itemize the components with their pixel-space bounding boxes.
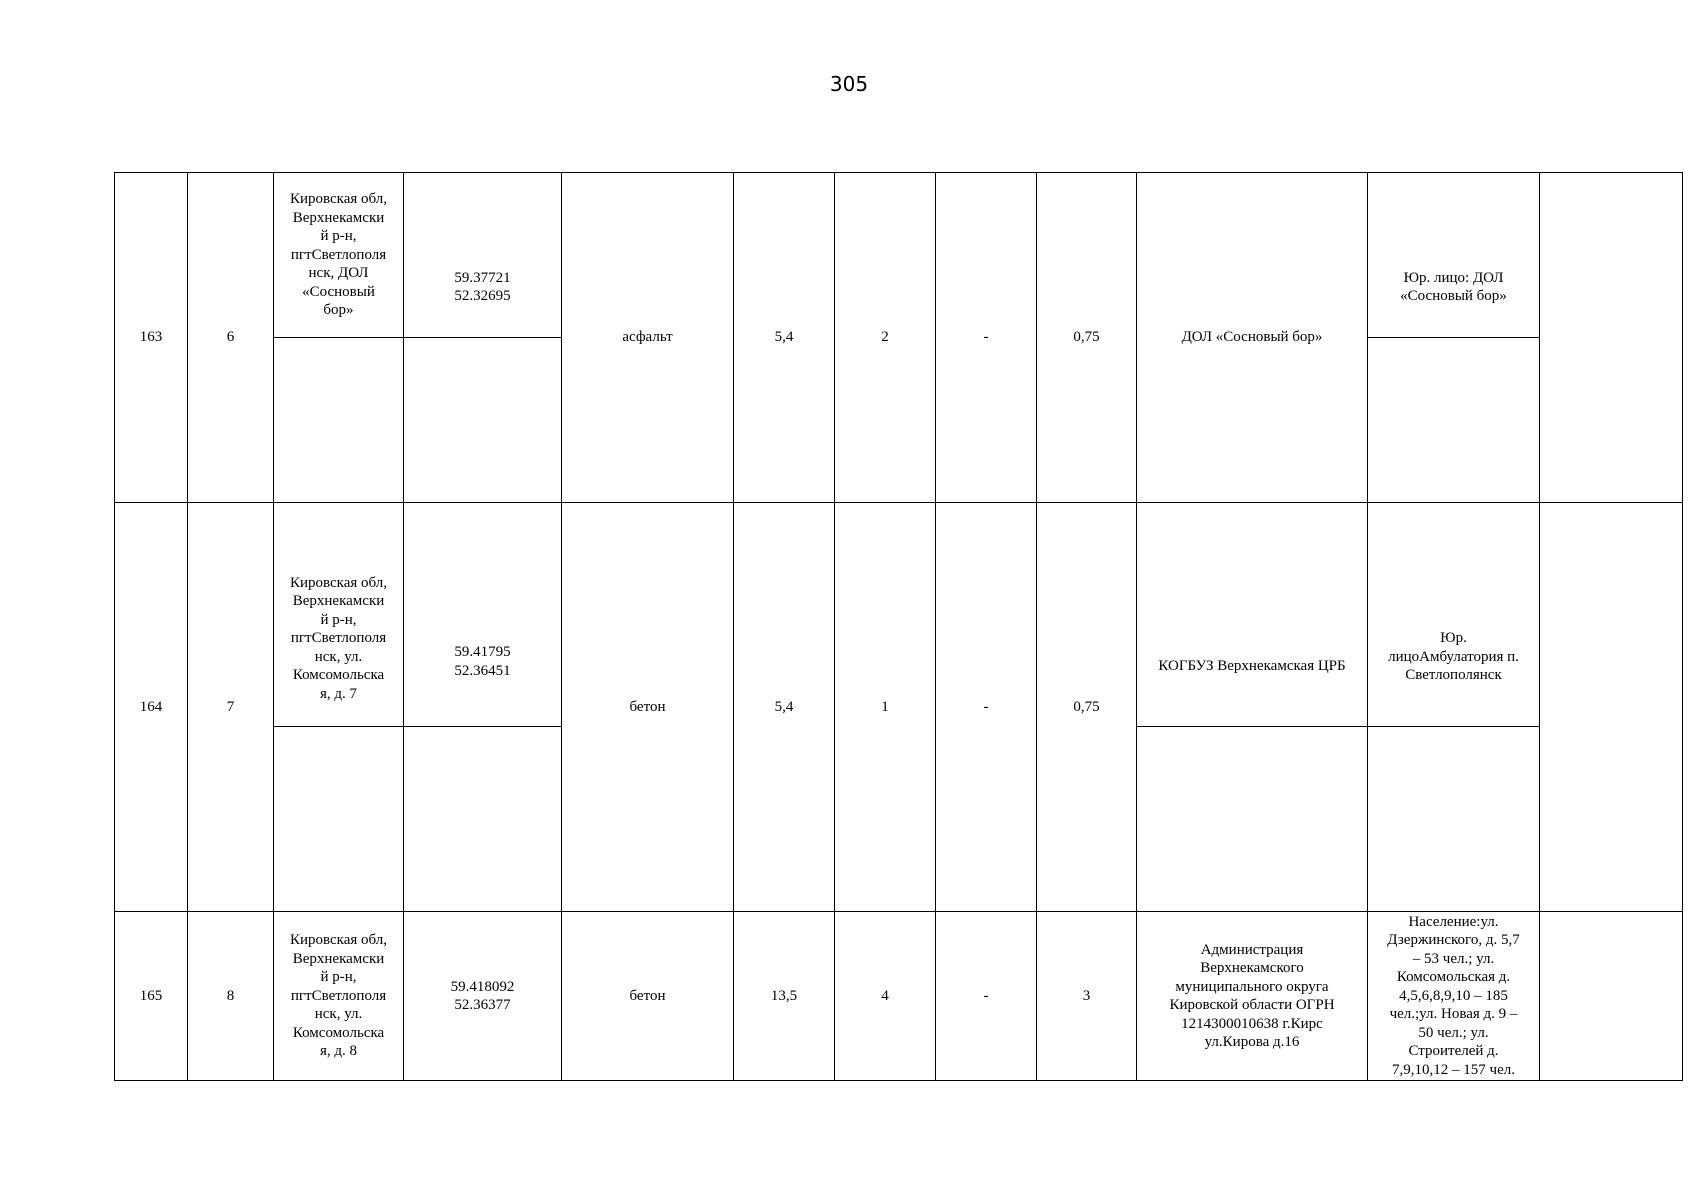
empty-cell bbox=[404, 727, 562, 912]
empty-cell bbox=[1368, 338, 1540, 503]
containers-cell: 4 bbox=[835, 912, 936, 1081]
containers-cell: 2 bbox=[835, 173, 936, 503]
area-cell: 5,4 bbox=[734, 503, 835, 912]
row-number: 164 bbox=[115, 503, 188, 912]
row-subnumber: 8 bbox=[188, 912, 274, 1081]
surface-cell: бетон bbox=[562, 503, 734, 912]
area-cell: 5,4 bbox=[734, 173, 835, 503]
coordinates-cell: 59.41795 52.36451 bbox=[404, 503, 562, 727]
surface-cell: асфальт bbox=[562, 173, 734, 503]
empty-cell bbox=[1540, 173, 1683, 503]
volume-cell: 0,75 bbox=[1037, 173, 1137, 503]
table-row bbox=[115, 173, 1683, 338]
coordinates-cell: 59.37721 52.32695 bbox=[404, 173, 562, 338]
area-cell: 13,5 bbox=[734, 912, 835, 1081]
sources-cell: Юр. лицо: ДОЛ «Сосновый бор» bbox=[1368, 173, 1540, 338]
empty-cell bbox=[1137, 727, 1368, 912]
address-cell: Кировская обл, Верхнекамски й р-н, пгтСветлополя нск, ул. Комсомольска я, д. 7 bbox=[274, 503, 404, 727]
owner-cell: Администрация Верхнекамского муниципального округа Кировской области ОГРН 1214300010638 г.Кирс ул.Кирова д.16 bbox=[1137, 912, 1368, 1081]
row-number: 163 bbox=[115, 173, 188, 503]
table-row bbox=[115, 503, 1683, 727]
empty-cell bbox=[404, 338, 562, 503]
sources-cell: Юр. лицоАмбулатория п. Светлополянск bbox=[1368, 503, 1540, 727]
waste-sites-table bbox=[114, 172, 1683, 1081]
empty-cell bbox=[274, 727, 404, 912]
surface-cell: бетон bbox=[562, 912, 734, 1081]
table-row bbox=[115, 912, 1683, 1081]
owner-cell: КОГБУЗ Верхнекамская ЦРБ bbox=[1137, 503, 1368, 727]
address-cell: Кировская обл, Верхнекамски й р-н, пгтСветлополя нск, ул. Комсомольска я, д. 8 bbox=[274, 912, 404, 1081]
dash-cell: - bbox=[936, 503, 1037, 912]
empty-cell bbox=[274, 338, 404, 503]
volume-cell: 0,75 bbox=[1037, 503, 1137, 912]
owner-cell: ДОЛ «Сосновый бор» bbox=[1137, 173, 1368, 503]
row-subnumber: 7 bbox=[188, 503, 274, 912]
sources-cell: Население:ул. Дзержинского, д. 5,7 – 53 чел.; ул. Комсомольская д. 4,5,6,8,9,10 – 185 чел.;ул. Новая д. 9 – 50 чел.; ул. Строителей д. 7,9,10,12 – 157 чел. bbox=[1368, 912, 1540, 1081]
empty-cell bbox=[1368, 727, 1540, 912]
row-number: 165 bbox=[115, 912, 188, 1081]
dash-cell: - bbox=[936, 173, 1037, 503]
containers-cell: 1 bbox=[835, 503, 936, 912]
dash-cell: - bbox=[936, 912, 1037, 1081]
empty-cell bbox=[1540, 503, 1683, 912]
page-number: 305 bbox=[829, 72, 869, 96]
volume-cell: 3 bbox=[1037, 912, 1137, 1081]
row-subnumber: 6 bbox=[188, 173, 274, 503]
coordinates-cell: 59.418092 52.36377 bbox=[404, 912, 562, 1081]
address-cell: Кировская обл, Верхнекамски й р-н, пгтСветлополя нск, ДОЛ «Сосновый бор» bbox=[274, 173, 404, 338]
empty-cell bbox=[1540, 912, 1683, 1081]
